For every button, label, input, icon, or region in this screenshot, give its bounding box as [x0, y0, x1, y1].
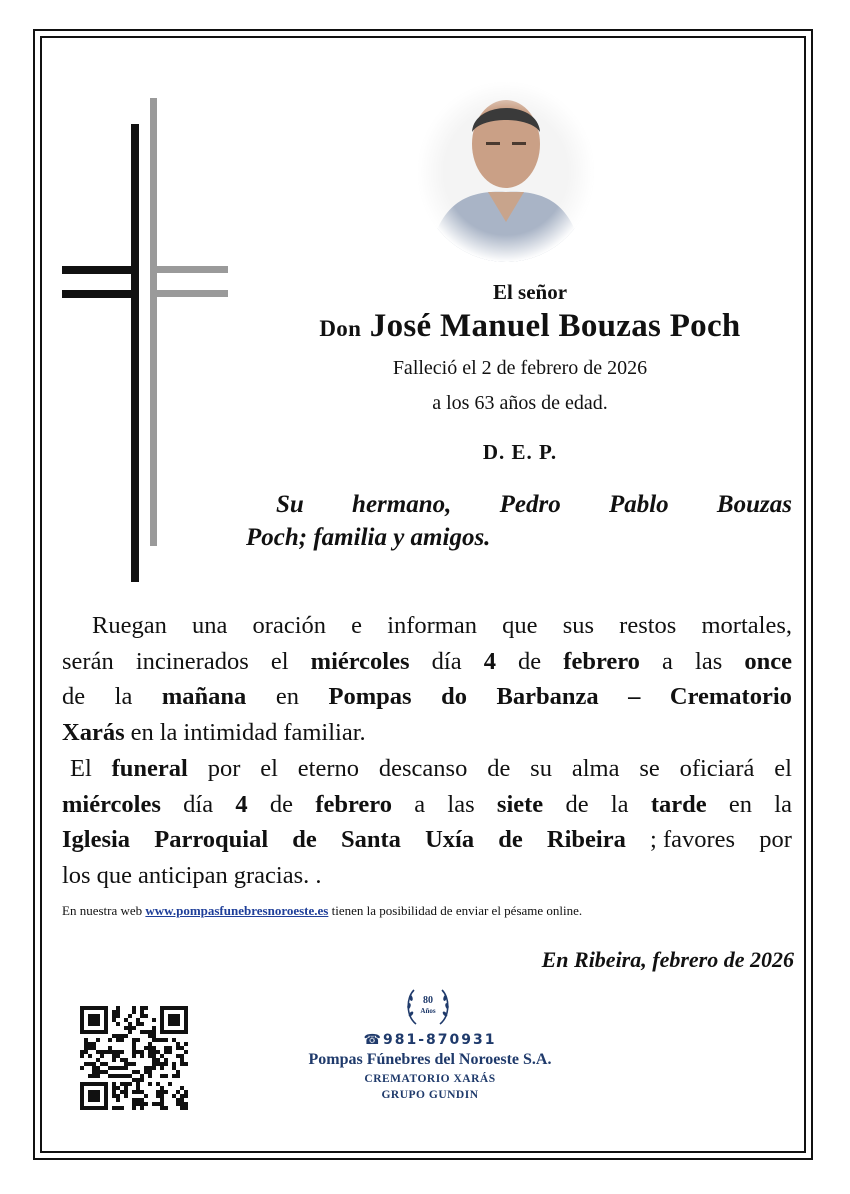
text-word: febrero	[563, 647, 640, 675]
text-word: los	[62, 861, 91, 889]
website-link[interactable]: www.pompasfunebresnoroeste.es	[145, 903, 329, 918]
family-word: Pablo	[608, 491, 669, 518]
phone-icon: ☎	[363, 1032, 383, 1048]
text-word: serán	[62, 647, 114, 675]
text-word: Xarás	[62, 718, 125, 746]
honorific: El señor	[492, 280, 568, 304]
text-word: oficiará	[679, 755, 755, 782]
text-word: en	[728, 790, 753, 818]
crematorium-name: CREMATORIO XARÁS	[364, 1073, 496, 1085]
death-date: Falleció el 2 de febrero de 2026	[392, 357, 648, 379]
family-line-1	[246, 488, 792, 521]
family-mourners	[246, 488, 792, 554]
portrait-photo	[418, 82, 594, 262]
text-word: anticipan	[137, 861, 228, 889]
full-name: José Manuel Bouzas Poch	[369, 308, 741, 344]
group-name: GRUPO GUNDIN	[381, 1089, 479, 1101]
text-word: tarde	[650, 790, 707, 818]
text-line	[62, 787, 792, 823]
signoff: En Ribeira, febrero de 2026	[541, 947, 794, 972]
text-word: El	[70, 755, 92, 782]
badge-number: 80	[423, 995, 433, 1006]
text-word: de	[487, 755, 511, 782]
web-notice	[62, 903, 792, 919]
text-word: Pompas	[328, 683, 412, 710]
text-word: do	[441, 683, 467, 710]
text-word: en	[275, 683, 299, 710]
text-word: en	[130, 718, 154, 746]
text-line	[62, 608, 792, 644]
text-word: miércoles	[310, 647, 410, 675]
text-word: funeral	[111, 755, 188, 782]
text-word: la	[610, 790, 629, 818]
text-word: descanso	[378, 755, 468, 782]
text-line	[62, 858, 792, 894]
text-word: las	[447, 790, 475, 818]
web-notice-after: tienen la posibilidad de enviar el pésame online.	[328, 903, 583, 918]
text-line	[62, 751, 792, 787]
family-line-2: Poch; familia y amigos.	[246, 524, 491, 551]
text-word: 4	[483, 647, 496, 675]
text-word: se	[639, 755, 660, 782]
text-word: restos	[619, 612, 677, 639]
family-word: hermano,	[352, 491, 452, 518]
text-word: por	[207, 755, 241, 782]
rip-text: D. E. P.	[482, 440, 558, 464]
text-word: que	[502, 612, 538, 639]
text-word: día	[431, 647, 462, 675]
company-name: Pompas Fúnebres del Noroeste S.A.	[308, 1051, 552, 1068]
laurel-badge-icon	[402, 984, 454, 1028]
text-word: Barbanza	[496, 683, 599, 710]
text-word: la	[774, 790, 792, 818]
text-word: a	[414, 790, 426, 818]
deceased-name	[250, 308, 810, 345]
text-word: la	[114, 683, 133, 710]
text-word: día	[183, 790, 214, 818]
text-word: incinerados	[135, 647, 249, 675]
text-word: Ribeira	[546, 826, 626, 853]
family-word: Su	[276, 491, 304, 518]
text-word: de	[62, 683, 86, 710]
text-word: e	[351, 612, 363, 639]
text-line	[62, 644, 792, 680]
text-word: Crematorio	[669, 683, 792, 710]
text-word: una	[192, 612, 228, 639]
family-word: Pedro	[499, 491, 561, 518]
phone-number: 981-870931	[382, 1032, 497, 1048]
text-word: las	[695, 647, 723, 675]
text-word: el	[270, 647, 289, 675]
text-word: Parroquial	[154, 826, 269, 853]
text-word: por	[759, 826, 792, 853]
text-word: mortales,	[701, 612, 792, 639]
text-word: de	[518, 647, 542, 675]
qr-code[interactable]	[80, 1006, 188, 1110]
text-word: oración	[252, 612, 326, 639]
text-word: sus	[562, 612, 595, 639]
cremation-paragraph	[62, 608, 792, 750]
text-word: febrero	[315, 790, 392, 818]
cross-icon	[60, 96, 230, 586]
text-word: el	[774, 755, 792, 782]
text-word: Iglesia	[62, 826, 131, 853]
text-word: siete	[496, 790, 544, 818]
text-word: gracias. .	[233, 861, 322, 889]
text-word: de	[565, 790, 589, 818]
text-word: mañana	[161, 683, 247, 710]
family-word: Bouzas	[716, 491, 792, 518]
text-word: de	[498, 826, 523, 853]
text-line	[62, 679, 792, 715]
text-word: la	[159, 718, 178, 746]
text-word: alma	[571, 755, 620, 782]
text-word: once	[744, 647, 792, 675]
text-word: miércoles	[62, 790, 161, 818]
web-notice-before: En nuestra web	[62, 903, 146, 918]
text-word: eterno	[297, 755, 360, 782]
text-word: que	[96, 861, 132, 889]
text-word: su	[530, 755, 552, 782]
text-word: 4	[235, 790, 248, 818]
text-word: ; favores	[650, 826, 736, 853]
text-word: de	[292, 826, 317, 853]
text-word: Santa	[340, 826, 401, 853]
name-prefix: Don	[319, 316, 362, 341]
text-line	[62, 715, 792, 751]
text-word: informan	[387, 612, 477, 639]
text-line	[62, 822, 792, 858]
badge-years: Años	[420, 1007, 436, 1015]
text-word: a	[662, 647, 673, 675]
phone-line[interactable]	[330, 1032, 530, 1048]
text-word: el	[260, 755, 278, 782]
age: a los 63 años de edad.	[432, 392, 608, 414]
text-word: intimidad	[183, 718, 278, 746]
text-word: de	[269, 790, 294, 818]
text-word: –	[628, 683, 641, 710]
text-word: familiar.	[283, 718, 366, 746]
text-word: Ruegan	[92, 612, 167, 639]
text-word: Uxía	[425, 826, 475, 853]
funeral-paragraph	[62, 751, 792, 893]
